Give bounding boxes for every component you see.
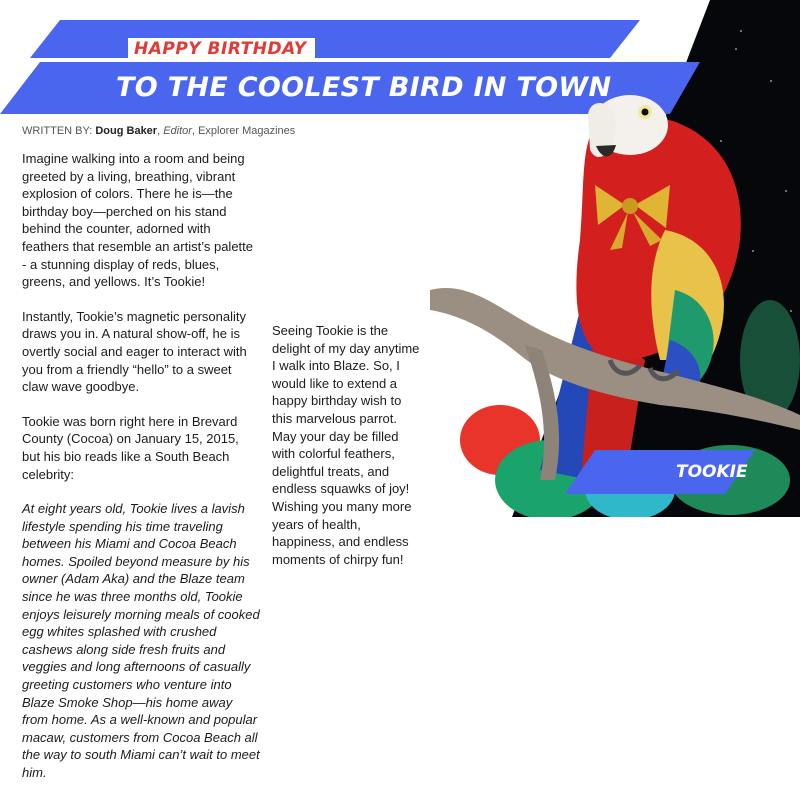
page-title: TO THE COOLEST BIRD IN TOWN (116, 72, 612, 103)
header-kicker: HAPPY BIRTHDAY (128, 38, 315, 60)
article-paragraph-italic (22, 500, 260, 782)
parrot-photo (430, 60, 800, 517)
bow-knot (622, 198, 638, 214)
bio-text: At eight years old, Tookie lives a lavish lifestyle spending his time traveling between his Miami and Cocoa Beach homes. Spoiled beyond measure by his owner (Adam Aka) and the Blaze team since he was three months old, Tookie enjoys leisurely morning meals of cooked egg whites splashed with crushed cashews along side fresh fruits and veggies and long afternoons of casually greeting customers who venture into Blaze Smoke Shop—his home away from home. As a well-known and popular macaw, customers from Cocoa Beach all the way to south Miami can’t wait to meet him. (22, 501, 260, 780)
parrot-pupil (642, 109, 649, 116)
birthday-wish-paragraph: Seeing Tookie is the delight of my day anytime I walk into Blaze. So, I would like to extend a happy birthday wish to this marvelous parrot. May your day be filled with colorful feathers, delightful treats, and endless squawks of joy! Wishing you many more years of health, happiness, and endless moments of chirpy fun! (272, 323, 420, 567)
byline-org: , Explorer Magazines (191, 125, 296, 137)
byline-author: Doug Baker (95, 125, 158, 137)
article-paragraph: Imagine walking into a room and being greeted by a living, breathing, vibrant explosion of colors. There he is—the birthday boy—perched on his stand behind the counter, adorned with feathers that resemble an artist’s palette - a stunning display of reds, blues, greens, and yellows. It’s Tookie! (22, 151, 253, 290)
byline-role: Editor (163, 125, 192, 137)
star (740, 30, 742, 32)
article-paragraph: Tookie was born right here in Brevard County (Cocoa) on January 15, 2015, but his bio reads like a South Beach celebrity: (22, 413, 239, 482)
byline-prefix: WRITTEN BY: (22, 125, 93, 137)
star (735, 48, 737, 50)
caption-label: TOOKIE (676, 462, 748, 482)
article-column-1 (22, 150, 260, 799)
article-paragraph: Instantly, Tookie’s magnetic personality draws you in. A natural show-off, he is overtly social and eager to interact with you from a friendly “hello” to a sweet claw wave goodbye. (22, 308, 247, 395)
header-band-top (0, 20, 640, 58)
byline: WRITTEN BY: Doug Baker, Editor, Explorer Magazines (22, 125, 296, 137)
